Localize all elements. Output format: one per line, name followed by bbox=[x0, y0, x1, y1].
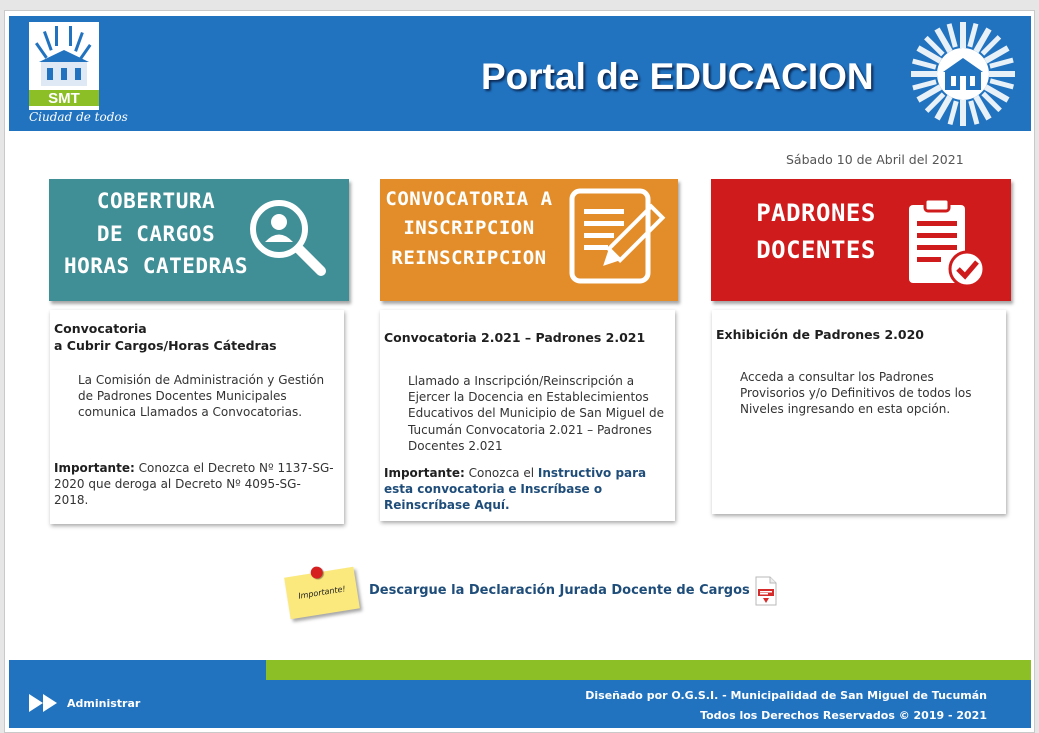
double-arrow-icon bbox=[29, 694, 61, 712]
card-convocatoria-important: Importante: Conozca el Instructivo para esta convocatoria e Inscríbase o Reinscríbase Aquí. bbox=[384, 466, 647, 513]
banner-cobertura-text: COBERTURA DE CARGOS HORAS CATEDRAS bbox=[63, 189, 248, 279]
footer-credits: Diseñado por O.G.S.I. - Municipalidad de San Miguel de Tucumán Todos los Derechos Reservados © 2019 - 2021 bbox=[585, 689, 987, 722]
header bbox=[9, 16, 1031, 131]
card-padrones-title: Exhibición de Padrones 2.020 bbox=[716, 327, 924, 342]
search-person-icon bbox=[245, 195, 331, 281]
card-padrones-body: Acceda a consultar los Padrones Provisorios y/o Definitivos de todos los Niveles ingresando en esta opción. bbox=[740, 370, 972, 417]
admin-link[interactable] bbox=[29, 694, 140, 712]
inscripcion-link[interactable]: Inscríbase o Reinscríbase Aquí. bbox=[384, 482, 603, 513]
clipboard-check-icon bbox=[907, 195, 989, 291]
banner-padrones-text: PADRONES DOCENTES bbox=[756, 199, 876, 265]
admin-label: Administrar bbox=[67, 696, 141, 710]
form-pencil-icon bbox=[568, 187, 668, 287]
card-cobertura-title: Convocatoria a Cubrir Cargos/Horas Cátedras bbox=[54, 321, 277, 353]
sun-building-icon bbox=[909, 20, 1017, 128]
page-title: Portal de EDUCACION bbox=[481, 56, 874, 97]
card-convocatoria-title: Convocatoria 2.021 – Padrones 2.021 bbox=[384, 330, 646, 345]
banner-convocatoria-text: CONVOCATORIA A INSCRIPCION REINSCRIPCION bbox=[385, 188, 553, 269]
pdf-icon[interactable] bbox=[755, 576, 777, 606]
smt-logo-icon bbox=[29, 22, 129, 110]
card-convocatoria-body: Llamado a Inscripción/Reinscripción a Ejercer la Docencia en Establecimientos Educativos del Municipio de San Miguel de Tucumán Convocatoria 2.021 – Padrones Docentes 2.021 bbox=[408, 374, 665, 453]
card-padrones bbox=[712, 310, 1006, 514]
banner-cobertura[interactable] bbox=[49, 179, 349, 301]
smt-logo[interactable] bbox=[29, 22, 129, 128]
card-cobertura-body: La Comisión de Administración y Gestión de Padrones Docentes Municipales comunica Llamados a Convocatorias. bbox=[78, 373, 325, 420]
card-cobertura-important: Importante: Conozca el Decreto Nº 1137-SG-2020 que deroga al Decreto Nº 4095-SG-2018. bbox=[54, 461, 334, 508]
svg-text:SMT: SMT bbox=[48, 90, 80, 107]
instructivo-link[interactable]: Instructivo para esta convocatoria bbox=[384, 466, 647, 497]
current-date: Sábado 10 de Abril del 2021 bbox=[786, 152, 964, 167]
sun-building-logo bbox=[909, 20, 1017, 128]
note-label: Importante! bbox=[297, 584, 347, 601]
banner-convocatoria[interactable] bbox=[380, 179, 678, 301]
card-cobertura bbox=[50, 310, 344, 524]
card-convocatoria bbox=[380, 310, 675, 521]
declaracion-jurada-download-link[interactable]: Descargue la Declaración Jurada Docente de Cargos bbox=[369, 583, 750, 598]
banner-padrones[interactable] bbox=[711, 179, 1011, 301]
footer bbox=[9, 660, 1031, 728]
logo-tagline: Ciudad de todos bbox=[29, 110, 128, 124]
